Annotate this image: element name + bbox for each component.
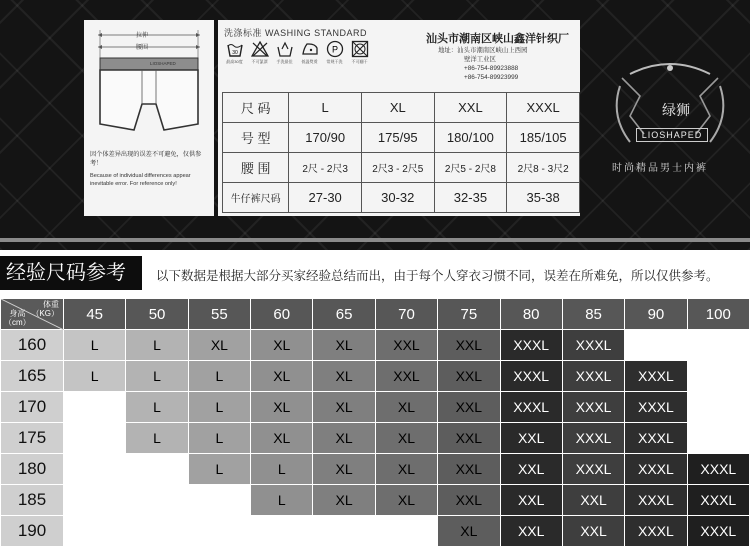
size-row-label: 尺 码 <box>223 93 289 123</box>
no-bleach-item <box>249 40 270 65</box>
wash-30-item <box>224 40 245 65</box>
corner-weight <box>31 300 59 318</box>
weight-header-cell: 80 <box>500 299 562 330</box>
size-recommendation-cell: L <box>126 392 188 423</box>
model-cell: 185/105 <box>507 123 580 153</box>
size-recommendation-cell: L <box>126 361 188 392</box>
size-recommendation-cell: XXXL <box>687 454 749 485</box>
weight-header-cell: 65 <box>313 299 375 330</box>
size-recommendation-cell: XXL <box>438 454 500 485</box>
product-banner <box>0 0 750 250</box>
size-recommendation-cell: XXL <box>562 516 624 547</box>
size-recommendation-cell: XXXL <box>625 392 687 423</box>
jeans-cell: 32-35 <box>434 183 507 213</box>
size-recommendation-cell: L <box>188 361 250 392</box>
size-recommendation-cell <box>687 392 749 423</box>
weight-header-cell: 70 <box>375 299 437 330</box>
size-recommendation-cell: XXL <box>500 516 562 547</box>
size-recommendation-cell: XXL <box>438 392 500 423</box>
height-row <box>1 423 750 454</box>
size-recommendation-cell: L <box>188 392 250 423</box>
size-recommendation-cell: L <box>251 485 313 516</box>
size-recommendation-cell: XL <box>251 392 313 423</box>
size-recommendation-cell <box>313 516 375 547</box>
experience-description: 以下数据是根据大部分买家经验总结而出，由于每个人穿衣习惯不同，误差在所难免，所以仅供参考。 <box>156 269 719 283</box>
size-recommendation-cell: XL <box>375 392 437 423</box>
size-recommendation-cell: XXXL <box>687 485 749 516</box>
factory-name: 汕头市潮南区峡山鑫洋针织厂 <box>426 32 569 45</box>
size-recommendation-cell: XL <box>313 485 375 516</box>
no-tumble-dry-caption: 不可翻干 <box>351 59 368 64</box>
height-header-cell: 190 <box>1 516 64 547</box>
size-recommendation-cell: L <box>251 454 313 485</box>
no-tumble-dry-icon <box>351 40 369 58</box>
height-row <box>1 485 750 516</box>
size-recommendation-cell: XXXL <box>625 423 687 454</box>
hand-wash-icon <box>276 40 294 58</box>
size-recommendation-cell: XXL <box>438 361 500 392</box>
waist-cell: 2尺8 - 3尺2 <box>507 153 580 183</box>
size-cell: L <box>289 93 362 123</box>
factory-address <box>438 46 568 82</box>
jeans-cell: 35-38 <box>507 183 580 213</box>
size-recommendation-cell: XL <box>313 454 375 485</box>
address-line: 壁洋工业区 <box>464 56 496 63</box>
jeans-cell: 30-32 <box>361 183 434 213</box>
size-recommendation-cell: XXXL <box>687 516 749 547</box>
corner-height <box>4 309 31 327</box>
height-header-cell: 185 <box>1 485 64 516</box>
briefs-diagram-panel <box>84 20 214 216</box>
weight-header-cell: 50 <box>126 299 188 330</box>
no-tumble-dry-item <box>349 40 370 65</box>
size-recommendation-cell: L <box>188 423 250 454</box>
size-recommendation-cell: XXXL <box>625 454 687 485</box>
size-recommendation-cell: XXL <box>375 330 437 361</box>
weight-header-cell: 90 <box>625 299 687 330</box>
corner-weight-label: 体重 <box>43 300 59 309</box>
weight-header-cell: 55 <box>188 299 250 330</box>
experience-size-grid <box>0 298 750 547</box>
size-recommendation-cell <box>126 516 188 547</box>
brand-logo <box>600 56 740 176</box>
waist-row <box>223 153 580 183</box>
model-row <box>223 123 580 153</box>
stretch-label: 拉伸 <box>136 33 149 39</box>
size-recommendation-cell: XXL <box>438 330 500 361</box>
size-recommendation-cell: XXL <box>438 485 500 516</box>
size-recommendation-cell: XXL <box>375 361 437 392</box>
height-header-cell: 170 <box>1 392 64 423</box>
size-info-panel <box>218 20 580 216</box>
briefs-diagram-icon <box>84 20 214 150</box>
washing-standard-title: 洗涤标准 WASHING STANDARD <box>224 28 368 38</box>
size-recommendation-cell: XL <box>313 423 375 454</box>
height-header-cell: 175 <box>1 423 64 454</box>
no-bleach-icon <box>251 40 269 58</box>
size-recommendation-cell <box>126 485 188 516</box>
size-recommendation-cell <box>375 516 437 547</box>
phone-line: +86-754-89923999 <box>464 74 519 81</box>
size-cell: XXXL <box>507 93 580 123</box>
jeans-cell: 27-30 <box>289 183 362 213</box>
experience-section-title: 经验尺码参考 <box>0 256 142 290</box>
height-row <box>1 516 750 547</box>
model-cell: 175/95 <box>361 123 434 153</box>
logo-tagline: 时尚精品男士内裤 <box>612 163 708 174</box>
size-recommendation-cell: XXXL <box>562 454 624 485</box>
size-recommendation-cell: XL <box>313 330 375 361</box>
size-recommendation-cell: XXL <box>500 423 562 454</box>
size-cell: XXL <box>434 93 507 123</box>
weight-header-row <box>1 299 750 330</box>
jeans-row <box>223 183 580 213</box>
height-header-cell: 180 <box>1 454 64 485</box>
waist-row-label: 腰 围 <box>223 153 289 183</box>
size-recommendation-cell: XXXL <box>562 361 624 392</box>
banner-divider <box>0 238 750 242</box>
corner-height-unit: （cm） <box>4 318 31 327</box>
weight-header-cell: 45 <box>64 299 126 330</box>
hand-wash-caption: 手洗最佳 <box>276 59 293 64</box>
size-recommendation-cell <box>687 361 749 392</box>
waist-cell: 2尺3 - 2尺5 <box>361 153 434 183</box>
size-recommendation-cell: XXXL <box>625 485 687 516</box>
size-recommendation-cell: XL <box>313 361 375 392</box>
dry-clean-item <box>324 40 345 65</box>
size-recommendation-cell: L <box>188 454 250 485</box>
size-recommendation-cell: L <box>126 330 188 361</box>
size-recommendation-cell: XL <box>375 454 437 485</box>
wash-30-caption: 最高30度 <box>226 59 243 64</box>
size-recommendation-cell <box>188 485 250 516</box>
size-recommendation-cell <box>64 392 126 423</box>
size-recommendation-cell <box>126 454 188 485</box>
size-recommendation-cell: XXXL <box>562 330 624 361</box>
size-recommendation-cell: XL <box>188 330 250 361</box>
size-recommendation-cell <box>64 454 126 485</box>
waist-cell: 2尺5 - 2尺8 <box>434 153 507 183</box>
height-row <box>1 361 750 392</box>
height-row <box>1 392 750 423</box>
size-recommendation-cell <box>251 516 313 547</box>
size-recommendation-cell: XXXL <box>562 392 624 423</box>
figure-note-cn: 因个体差异出现的误差不可避免，仅供参考！ <box>90 151 202 167</box>
dry-clean-caption: 常规干洗 <box>326 59 343 64</box>
weight-height-table <box>0 298 750 547</box>
size-recommendation-cell: XXXL <box>562 423 624 454</box>
figure-note-en: Because of individual differences appear inevitable error. For reference only! <box>90 173 191 187</box>
size-chart-table <box>222 92 580 213</box>
size-recommendation-cell: L <box>126 423 188 454</box>
jeans-row-label: 牛仔裤尺码 <box>223 183 289 213</box>
size-recommendation-cell <box>64 485 126 516</box>
size-recommendation-cell: XXXL <box>625 361 687 392</box>
size-recommendation-cell <box>64 516 126 547</box>
height-row <box>1 330 750 361</box>
size-recommendation-cell <box>625 330 687 361</box>
size-cell: XL <box>361 93 434 123</box>
waist-label: 腰围 <box>136 45 149 51</box>
waistband-brand: LIOSHAPED <box>150 61 176 66</box>
weight-header-cell: 85 <box>562 299 624 330</box>
size-recommendation-cell: XL <box>251 330 313 361</box>
size-recommendation-cell: XL <box>375 485 437 516</box>
phone-line: +86-754-89923888 <box>464 65 519 72</box>
model-row-label: 号 型 <box>223 123 289 153</box>
logo-name-en: LIOSHAPED <box>636 128 708 142</box>
table-corner <box>1 299 64 330</box>
size-recommendation-cell: XXL <box>562 485 624 516</box>
weight-header-cell: 100 <box>687 299 749 330</box>
size-recommendation-cell: XXL <box>438 423 500 454</box>
iron-low-icon <box>301 40 319 58</box>
iron-low-caption: 低温熨烫 <box>301 59 318 64</box>
size-row <box>223 93 580 123</box>
size-recommendation-cell: L <box>64 361 126 392</box>
weight-header-cell: 75 <box>438 299 500 330</box>
size-recommendation-cell: XXXL <box>625 516 687 547</box>
height-header-cell: 160 <box>1 330 64 361</box>
size-recommendation-cell: XL <box>313 392 375 423</box>
size-recommendation-cell: XL <box>375 423 437 454</box>
weight-header-cell: 60 <box>251 299 313 330</box>
waist-cell: 2尺 - 2尺3 <box>289 153 362 183</box>
height-header-cell: 165 <box>1 361 64 392</box>
size-recommendation-cell <box>64 423 126 454</box>
size-recommendation-cell: XL <box>251 423 313 454</box>
washing-icons <box>224 40 370 65</box>
size-recommendation-cell: XXL <box>500 454 562 485</box>
hand-wash-item <box>274 40 295 65</box>
size-recommendation-cell <box>687 423 749 454</box>
address-line: 地址：汕头市潮南区峡山上西园 <box>438 47 528 54</box>
corner-weight-unit: （KG） <box>31 309 59 318</box>
corner-height-label: 身高 <box>9 309 26 318</box>
wash-30-icon <box>226 40 244 58</box>
size-recommendation-cell: XL <box>251 361 313 392</box>
size-recommendation-cell: XXL <box>500 485 562 516</box>
size-recommendation-cell <box>188 516 250 547</box>
model-cell: 170/90 <box>289 123 362 153</box>
iron-low-item <box>299 40 320 65</box>
size-recommendation-cell: L <box>64 330 126 361</box>
size-recommendation-cell <box>687 330 749 361</box>
logo-name-cn: 绿狮 <box>662 103 690 119</box>
no-bleach-caption: 不可氯漂 <box>251 59 268 64</box>
height-row <box>1 454 750 485</box>
svg-text:P: P <box>331 44 338 55</box>
size-recommendation-cell: XXXL <box>500 392 562 423</box>
svg-text:30: 30 <box>231 50 238 56</box>
size-recommendation-cell: XL <box>438 516 500 547</box>
size-recommendation-cell: XXXL <box>500 361 562 392</box>
model-cell: 180/100 <box>434 123 507 153</box>
dry-clean-icon <box>326 40 344 58</box>
size-recommendation-cell: XXXL <box>500 330 562 361</box>
